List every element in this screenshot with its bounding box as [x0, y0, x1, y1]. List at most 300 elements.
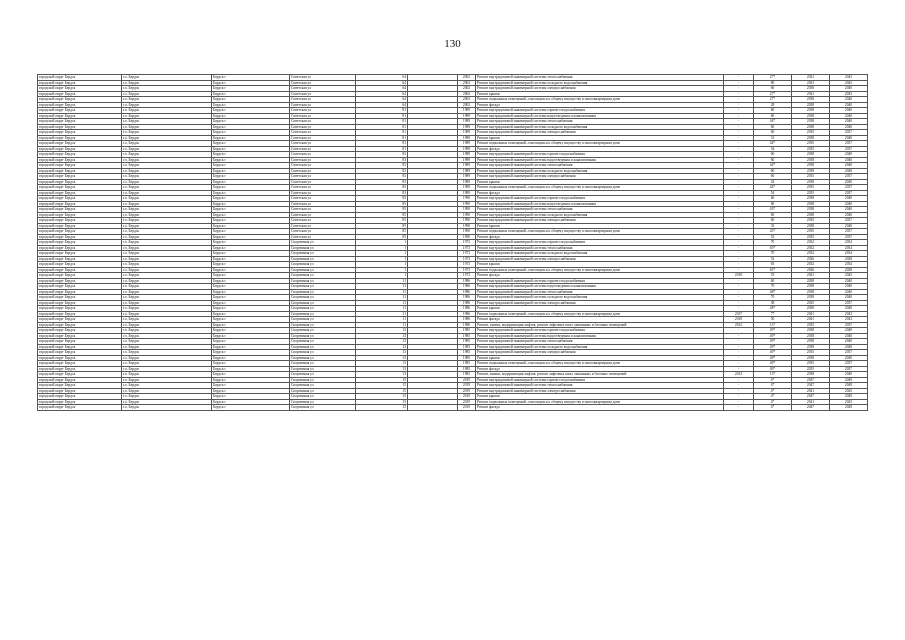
cell-work-type: Ремонт подвальных помещений, относящихся к общему имуществу в многоквартирном доме	[476, 97, 724, 103]
cell-plan-start: 2041	[792, 399, 830, 405]
cell-street: Советская ул	[290, 201, 356, 207]
cell-wear-percent: 4*	[754, 377, 792, 383]
cell-wear-percent: 70	[754, 295, 792, 301]
cell-municipality: г.о. Бердск	[122, 80, 212, 86]
cell-street: Советская ул	[290, 86, 356, 92]
cell-year-built: 1986	[458, 295, 476, 301]
cell-work-type: Ремонт внутридомовой инженерной системы холодного водоснабжения	[476, 80, 724, 86]
cell-year-built: 1989	[458, 113, 476, 119]
cell-municipality: г.о. Бердск	[122, 372, 212, 378]
cell-street: Спортивная ул	[290, 317, 356, 323]
cell-municipality: г.о. Бердск	[122, 262, 212, 268]
cell-work-type: Ремонт внутридомовой инженерной системы горячего водоснабжения	[476, 377, 724, 383]
cell-year-built: 1986	[458, 317, 476, 323]
cell-district: городской округ Бердск	[38, 141, 122, 147]
cell-municipality: г.о. Бердск	[122, 102, 212, 108]
cell-wear-percent: 44*	[754, 141, 792, 147]
table-row	[38, 405, 868, 411]
cell-year-built: 2002	[458, 75, 476, 81]
cell-plan-end: 2037	[830, 174, 868, 180]
cell-plan-end: 2040	[830, 295, 868, 301]
cell-city: Бердск г	[212, 218, 290, 224]
cell-municipality: г.о. Бердск	[122, 333, 212, 339]
cell-plan-end: 2037	[830, 185, 868, 191]
cell-year-built: 1989	[458, 108, 476, 114]
cell-last-repair-year: -	[724, 383, 754, 389]
cell-plan-end: 2040	[830, 196, 868, 202]
cell-plan-end: 2040	[830, 168, 868, 174]
cell-city: Бердск г	[212, 372, 290, 378]
cell-city: Бердск г	[212, 267, 290, 273]
cell-plan-end: 2040	[830, 355, 868, 361]
cell-plan-start: 2032	[792, 251, 830, 257]
cell-house: 64	[356, 102, 408, 108]
cell-year-built: 1985	[458, 344, 476, 350]
cell-city: Бердск г	[212, 86, 290, 92]
cell-street: Спортивная ул	[290, 245, 356, 251]
cell-house: 15	[356, 394, 408, 400]
cell-district: городской округ Бердск	[38, 262, 122, 268]
cell-wear-percent: 65	[754, 262, 792, 268]
cell-street: Советская ул	[290, 91, 356, 97]
cell-wear-percent: 60	[754, 157, 792, 163]
cell-municipality: г.о. Бердск	[122, 394, 212, 400]
cell-last-repair-year: -	[724, 201, 754, 207]
cell-wear-percent: 60	[754, 196, 792, 202]
cell-street: Спортивная ул	[290, 377, 356, 383]
cell-street: Спортивная ул	[290, 322, 356, 328]
cell-plan-start: 2038	[792, 339, 830, 345]
cell-wear-percent: 49*	[754, 350, 792, 356]
cell-municipality: г.о. Бердск	[122, 267, 212, 273]
cell-city: Бердск г	[212, 75, 290, 81]
cell-plan-start: 2035	[792, 190, 830, 196]
cell-plan-start: 2035	[792, 141, 830, 147]
cell-district: городской округ Бердск	[38, 207, 122, 213]
cell-municipality: г.о. Бердск	[122, 174, 212, 180]
cell-municipality: г.о. Бердск	[122, 218, 212, 224]
cell-district: городской округ Бердск	[38, 135, 122, 141]
cell-district: городской округ Бердск	[38, 284, 122, 290]
cell-house: 11	[356, 284, 408, 290]
cell-plan-start: 2041	[792, 388, 830, 394]
cell-wear-percent: 44*	[754, 185, 792, 191]
cell-year-built: 2019	[458, 394, 476, 400]
cell-house: 83	[356, 157, 408, 163]
cell-plan-end: 2040	[830, 157, 868, 163]
cell-street: Спортивная ул	[290, 256, 356, 262]
cell-district: городской округ Бердск	[38, 333, 122, 339]
cell-city: Бердск г	[212, 80, 290, 86]
cell-plan-start: 2035	[792, 185, 830, 191]
cell-work-type: Ремонт фасада	[476, 146, 724, 152]
cell-district: городской округ Бердск	[38, 267, 122, 273]
cell-plan-start: 2035	[792, 229, 830, 235]
cell-year-built: 1986	[458, 300, 476, 306]
cell-year-built: 1986	[458, 289, 476, 295]
cell-work-type: Ремонт внутридомовой инженерной системы водоотведения и канализования	[476, 201, 724, 207]
cell-work-type: Ремонт внутридомовой инженерной системы теплоснабжения	[476, 245, 724, 251]
cell-work-type: Ремонт подвальных помещений, относящихся к общему имуществу в многоквартирном доме	[476, 185, 724, 191]
cell-last-repair-year: -	[724, 262, 754, 268]
cell-plan-start: 2038	[792, 86, 830, 92]
cell-wear-percent: 33	[754, 223, 792, 229]
cell-municipality: г.о. Бердск	[122, 399, 212, 405]
cell-last-repair-year: -	[724, 212, 754, 218]
cell-municipality: г.о. Бердск	[122, 350, 212, 356]
cell-plan-start: 2038	[792, 333, 830, 339]
cell-work-type: Ремонт внутридомовой инженерной системы холодного водоснабжения	[476, 251, 724, 257]
cell-district: городской округ Бердск	[38, 97, 122, 103]
cell-wear-percent: 60	[754, 168, 792, 174]
cell-plan-start: 2035	[792, 350, 830, 356]
cell-house: 83	[356, 185, 408, 191]
cell-year-built: 1989	[458, 141, 476, 147]
cell-plan-end: 2037	[830, 322, 868, 328]
cell-work-type: Ремонт внутридомовой инженерной системы электроснабжения	[476, 256, 724, 262]
cell-last-repair-year: -	[724, 185, 754, 191]
cell-wear-percent: 60	[754, 108, 792, 114]
cell-street: Советская ул	[290, 75, 356, 81]
cell-wear-percent: 4*	[754, 405, 792, 411]
cell-city: Бердск г	[212, 124, 290, 130]
cell-house: 13	[356, 366, 408, 372]
cell-last-repair-year: -	[724, 135, 754, 141]
cell-house: 83	[356, 174, 408, 180]
cell-wear-percent: 28	[754, 102, 792, 108]
cell-house: 11	[356, 306, 408, 312]
cell-city: Бердск г	[212, 251, 290, 257]
cell-work-type: Ремонт внутридомовой инженерной системы электроснабжения	[476, 350, 724, 356]
cell-city: Бердск г	[212, 306, 290, 312]
cell-city: Бердск г	[212, 344, 290, 350]
cell-plan-end: 2049	[830, 405, 868, 411]
cell-house: 13	[356, 361, 408, 367]
cell-wear-percent: 60	[754, 124, 792, 130]
cell-plan-start: 2038	[792, 124, 830, 130]
cell-plan-start: 2035	[792, 234, 830, 240]
cell-last-repair-year: -	[724, 168, 754, 174]
cell-city: Бердск г	[212, 361, 290, 367]
cell-city: Бердск г	[212, 300, 290, 306]
cell-wear-percent: 70	[754, 251, 792, 257]
cell-wear-percent: 48*	[754, 289, 792, 295]
cell-work-type: Ремонт фасада	[476, 234, 724, 240]
cell-district: городской округ Бердск	[38, 383, 122, 389]
cell-district: городской округ Бердск	[38, 223, 122, 229]
cell-plan-start: 2038	[792, 355, 830, 361]
cell-last-repair-year: -	[724, 361, 754, 367]
cell-house: 1	[356, 245, 408, 251]
cell-house: 83	[356, 190, 408, 196]
cell-plan-start: 2041	[792, 273, 830, 279]
cell-municipality: г.о. Бердск	[122, 86, 212, 92]
cell-work-type: Ремонт внутридомовой инженерной системы электроснабжения	[476, 174, 724, 180]
cell-municipality: г.о. Бердск	[122, 251, 212, 257]
cell-wear-percent: 53	[754, 273, 792, 279]
cell-plan-end: 2040	[830, 212, 868, 218]
cell-plan-end: 2028	[830, 256, 868, 262]
cell-house: 11	[356, 317, 408, 323]
cell-city: Бердск г	[212, 388, 290, 394]
cell-wear-percent: 4*	[754, 388, 792, 394]
cell-wear-percent: 49*	[754, 361, 792, 367]
cell-district: городской округ Бердск	[38, 218, 122, 224]
cell-last-repair-year: -	[724, 80, 754, 86]
cell-district: городской округ Бердск	[38, 163, 122, 169]
cell-house: 1	[356, 256, 408, 262]
cell-city: Бердск г	[212, 141, 290, 147]
cell-year-built: 1985	[458, 355, 476, 361]
cell-city: Бердск г	[212, 311, 290, 317]
cell-plan-start: 2035	[792, 361, 830, 367]
cell-plan-start: 2038	[792, 135, 830, 141]
cell-year-built: 1990	[458, 212, 476, 218]
cell-municipality: г.о. Бердск	[122, 278, 212, 284]
cell-house: 11	[356, 300, 408, 306]
cell-plan-end: 2040	[830, 372, 868, 378]
cell-wear-percent: 70	[754, 240, 792, 246]
cell-year-built: 1989	[458, 163, 476, 169]
cell-municipality: г.о. Бердск	[122, 311, 212, 317]
cell-work-type: Ремонт внутридомовой инженерной системы электроснабжения	[476, 86, 724, 92]
cell-work-type: Ремонт крыши	[476, 223, 724, 229]
cell-year-built: 1990	[458, 207, 476, 213]
cell-wear-percent: 60	[754, 218, 792, 224]
cell-municipality: г.о. Бердск	[122, 201, 212, 207]
cell-work-type: Ремонт внутридомовой инженерной системы горячего водоснабжения	[476, 240, 724, 246]
cell-year-built: 1990	[458, 223, 476, 229]
cell-street: Советская ул	[290, 168, 356, 174]
cell-house: 1	[356, 273, 408, 279]
cell-wear-percent: 60	[754, 86, 792, 92]
cell-plan-start: 2047	[792, 405, 830, 411]
cell-year-built: 1986	[458, 278, 476, 284]
cell-year-built: 1973	[458, 240, 476, 246]
cell-year-built: 1986	[458, 311, 476, 317]
cell-last-repair-year: -	[724, 108, 754, 114]
cell-last-repair-year: -	[724, 157, 754, 163]
cell-street: Советская ул	[290, 124, 356, 130]
cell-district: городской округ Бердск	[38, 361, 122, 367]
cell-municipality: г.о. Бердск	[122, 322, 212, 328]
cell-street: Спортивная ул	[290, 372, 356, 378]
cell-plan-start: 2038	[792, 212, 830, 218]
cell-municipality: г.о. Бердск	[122, 361, 212, 367]
cell-district: городской округ Бердск	[38, 240, 122, 246]
cell-plan-end: 2040	[830, 207, 868, 213]
cell-wear-percent: 60	[754, 130, 792, 136]
cell-work-type: Ремонт, замена, модернизация лифтов, ремонт лифтовых шахт, машинных и блочных помещений	[476, 372, 724, 378]
cell-street: Спортивная ул	[290, 355, 356, 361]
cell-municipality: г.о. Бердск	[122, 207, 212, 213]
cell-wear-percent: 60	[754, 113, 792, 119]
cell-house: 81	[356, 119, 408, 125]
cell-district: городской округ Бердск	[38, 300, 122, 306]
cell-district: городской округ Бердск	[38, 196, 122, 202]
cell-district: городской округ Бердск	[38, 119, 122, 125]
cell-street: Спортивная ул	[290, 295, 356, 301]
cell-municipality: г.о. Бердск	[122, 212, 212, 218]
cell-plan-end: 2037	[830, 300, 868, 306]
cell-house: 13	[356, 333, 408, 339]
cell-year-built: 1989	[458, 185, 476, 191]
cell-street: Советская ул	[290, 163, 356, 169]
cell-plan-end: 2040	[830, 201, 868, 207]
cell-city: Бердск г	[212, 130, 290, 136]
cell-street: Советская ул	[290, 146, 356, 152]
cell-wear-percent: 31	[754, 135, 792, 141]
cell-year-built: 1989	[458, 168, 476, 174]
cell-plan-start: 2038	[792, 201, 830, 207]
cell-year-built: 1989	[458, 135, 476, 141]
cell-district: городской округ Бердск	[38, 355, 122, 361]
cell-last-repair-year: -	[724, 306, 754, 312]
cell-year-built: 1985	[458, 366, 476, 372]
cell-wear-percent: 60	[754, 212, 792, 218]
cell-house: 15	[356, 377, 408, 383]
cell-municipality: г.о. Бердск	[122, 185, 212, 191]
cell-city: Бердск г	[212, 168, 290, 174]
cell-plan-end: 2040	[830, 306, 868, 312]
cell-municipality: г.о. Бердск	[122, 245, 212, 251]
cell-last-repair-year: -	[724, 300, 754, 306]
cell-plan-start: 2038	[792, 278, 830, 284]
cell-district: городской округ Бердск	[38, 399, 122, 405]
cell-house: 1	[356, 262, 408, 268]
cell-city: Бердск г	[212, 152, 290, 158]
cell-city: Бердск г	[212, 185, 290, 191]
cell-street: Спортивная ул	[290, 333, 356, 339]
cell-district: городской округ Бердск	[38, 366, 122, 372]
cell-street: Советская ул	[290, 119, 356, 125]
cell-year-built: 2019	[458, 383, 476, 389]
cell-year-built: 1990	[458, 196, 476, 202]
cell-work-type: Ремонт внутридомовой инженерной системы горячего водоснабжения	[476, 278, 724, 284]
cell-municipality: г.о. Бердск	[122, 190, 212, 196]
cell-wear-percent: 43*	[754, 229, 792, 235]
cell-street: Советская ул	[290, 234, 356, 240]
cell-wear-percent: 34	[754, 179, 792, 185]
cell-city: Бердск г	[212, 196, 290, 202]
cell-municipality: г.о. Бердск	[122, 405, 212, 411]
cell-city: Бердск г	[212, 102, 290, 108]
cell-city: Бердск г	[212, 207, 290, 213]
cell-wear-percent: 49*	[754, 328, 792, 334]
cell-plan-end: 2037	[830, 190, 868, 196]
cell-year-built: 2002	[458, 97, 476, 103]
cell-street: Советская ул	[290, 223, 356, 229]
cell-municipality: г.о. Бердск	[122, 388, 212, 394]
cell-last-repair-year: -	[724, 91, 754, 97]
cell-last-repair-year: -	[724, 190, 754, 196]
cell-plan-start: 2035	[792, 300, 830, 306]
cell-street: Советская ул	[290, 185, 356, 191]
cell-plan-start: 2041	[792, 317, 830, 323]
cell-last-repair-year: -	[724, 119, 754, 125]
cell-city: Бердск г	[212, 240, 290, 246]
cell-municipality: г.о. Бердск	[122, 91, 212, 97]
cell-plan-start: 2035	[792, 322, 830, 328]
cell-plan-end: 2034	[830, 251, 868, 257]
cell-municipality: г.о. Бердск	[122, 163, 212, 169]
cell-year-built: 2002	[458, 86, 476, 92]
cell-house: 64	[356, 75, 408, 81]
cell-municipality: г.о. Бердск	[122, 240, 212, 246]
cell-district: городской округ Бердск	[38, 157, 122, 163]
cell-year-built: 2019	[458, 399, 476, 405]
cell-work-type: Ремонт внутридомовой инженерной системы холодного водоснабжения	[476, 295, 724, 301]
cell-year-built: 2002	[458, 80, 476, 86]
cell-district: городской округ Бердск	[38, 328, 122, 334]
cell-work-type: Ремонт внутридомовой инженерной системы холодного водоснабжения	[476, 124, 724, 130]
cell-city: Бердск г	[212, 157, 290, 163]
cell-city: Бердск г	[212, 295, 290, 301]
cell-house: 13	[356, 355, 408, 361]
cell-work-type: Ремонт крыши	[476, 262, 724, 268]
cell-wear-percent: 44*	[754, 119, 792, 125]
cell-street: Спортивная ул	[290, 273, 356, 279]
cell-house: 11	[356, 322, 408, 328]
cell-plan-end: 2043	[830, 75, 868, 81]
cell-plan-start: 2041	[792, 311, 830, 317]
cell-wear-percent: 7*	[754, 311, 792, 317]
cell-wear-percent: 60	[754, 174, 792, 180]
cell-house: 13	[356, 344, 408, 350]
repair-schedule-table	[37, 74, 868, 411]
cell-city: Бердск г	[212, 405, 290, 411]
cell-year-built: 2002	[458, 102, 476, 108]
cell-municipality: г.о. Бердск	[122, 196, 212, 202]
cell-wear-percent: 60	[754, 278, 792, 284]
cell-plan-end: 2040	[830, 339, 868, 345]
cell-last-repair-year: -	[724, 229, 754, 235]
cell-last-repair-year: -	[724, 196, 754, 202]
cell-house: 85	[356, 212, 408, 218]
cell-district: городской округ Бердск	[38, 124, 122, 130]
cell-street: Спортивная ул	[290, 361, 356, 367]
cell-last-repair-year: 2012	[724, 372, 754, 378]
cell-street: Спортивная ул	[290, 339, 356, 345]
cell-year-built: 1986	[458, 306, 476, 312]
cell-work-type: Ремонт внутридомовой инженерной системы теплоснабжения	[476, 207, 724, 213]
cell-street: Советская ул	[290, 80, 356, 86]
cell-municipality: г.о. Бердск	[122, 328, 212, 334]
cell-plan-end: 2040	[830, 333, 868, 339]
cell-municipality: г.о. Бердск	[122, 168, 212, 174]
cell-city: Бердск г	[212, 284, 290, 290]
cell-plan-start: 2038	[792, 328, 830, 334]
cell-plan-end: 2040	[830, 113, 868, 119]
cell-street: Советская ул	[290, 207, 356, 213]
cell-year-built: 1989	[458, 174, 476, 180]
cell-plan-start: 2035	[792, 130, 830, 136]
cell-plan-end: 2040	[830, 328, 868, 334]
cell-street: Советская ул	[290, 113, 356, 119]
cell-plan-start: 2035	[792, 218, 830, 224]
cell-city: Бердск г	[212, 229, 290, 235]
cell-house: 85	[356, 218, 408, 224]
cell-district: городской округ Бердск	[38, 344, 122, 350]
cell-street: Спортивная ул	[290, 405, 356, 411]
cell-municipality: г.о. Бердск	[122, 229, 212, 235]
cell-district: городской округ Бердск	[38, 245, 122, 251]
cell-district: городской округ Бердск	[38, 394, 122, 400]
cell-work-type: Ремонт подвальных помещений, относящихся к общему имуществу в многоквартирном доме	[476, 399, 724, 405]
cell-plan-end: 2040	[830, 278, 868, 284]
cell-last-repair-year: -	[724, 328, 754, 334]
cell-work-type: Ремонт фасада	[476, 102, 724, 108]
